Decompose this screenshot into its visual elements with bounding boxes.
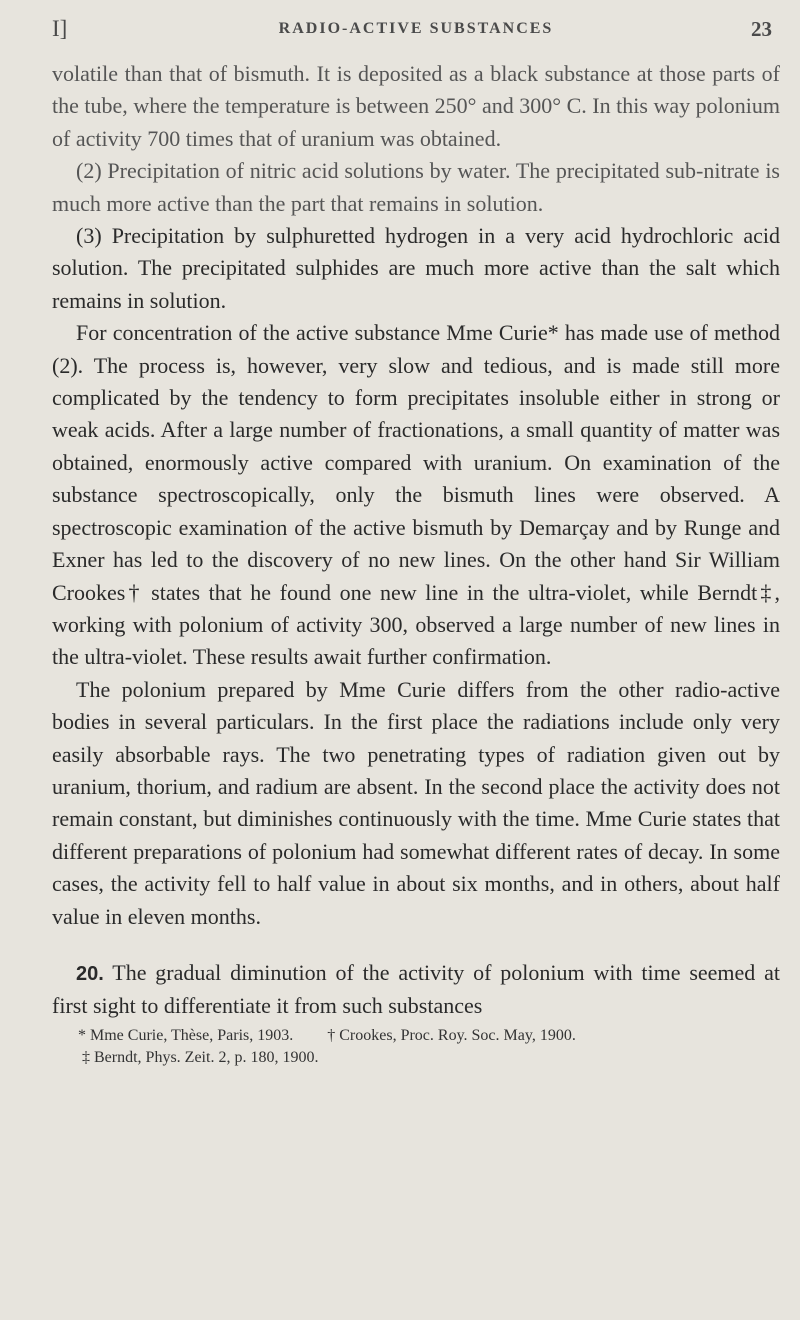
footnote-crookes: † Crookes, Proc. Roy. Soc. May, 1900. xyxy=(327,1026,576,1044)
footnote-line-2 xyxy=(52,1047,780,1069)
footnote-curie: * Mme Curie, Thèse, Paris, 1903. xyxy=(78,1026,294,1044)
paragraph-continuation: volatile than that of bismuth. It is deposited as a black substance at those parts of the tube, where the temperature is between 250° and 300° C. In this way polonium of activity 700 times that of uranium was obtained. xyxy=(52,61,780,151)
footnote-berndt: ‡ Berndt, Phys. Zeit. 2, p. 180, 1900. xyxy=(82,1048,319,1066)
footnotes xyxy=(52,1025,780,1069)
paragraph-method-2: (2) Precipitation of nitric acid solutions by water. The precipitated sub-nitrate is much more active than the part that remains in solution. xyxy=(52,158,780,216)
book-page xyxy=(52,14,780,1304)
running-head xyxy=(52,14,780,58)
paragraph-polonium-properties: The polonium prepared by Mme Curie differs from the other radio-active bodies in several particulars. In the first place the radiations include only very easily absorbable rays. The two penetrating types of radiation given out by uranium, thorium, and radium are absent. In the second place the activity does not remain constant, but diminishes continuously with the time. Mme Curie states that different preparations of polonium had somewhat different rates of decay. In some cases, the activity fell to half value in about six months, and in others, about half value in eleven months. xyxy=(52,676,780,929)
chapter-marker: I] xyxy=(52,16,68,41)
paragraph-method-3: (3) Precipitation by sulphuretted hydrogen in a very acid hydrochloric acid solution. The precipitated sulphides are much more active than the salt which remains in solution. xyxy=(52,223,780,313)
page-number: 23 xyxy=(751,17,772,41)
section-20-text: The gradual diminution of the activity of polonium with time seemed at first sight to differentiate it from such substances xyxy=(52,959,780,1019)
paragraph-section-20 xyxy=(52,957,780,1023)
paragraph-concentration: For concentration of the active substance Mme Curie* has made use of method (2). The process is, however, very slow and tedious, and is made still more complicated by the tendency to form precipitates insoluble either in strong or weak acids. After a large number of fractionations, a small quantity of matter was obtained, enormously active compared with uranium. On examination of the substance spectroscopically, only the bismuth lines were observed. A spectroscopic examination of the active bismuth by Demarçay and by Runge and Exner has led to the discovery of no new lines. On the other hand Sir William Crookes† states that he found one new line in the ultra-violet, while Berndt‡, working with polonium of activity 300, observed a large number of new lines in the ultra-violet. These results await further confirmation. xyxy=(52,320,780,670)
section-number: 20. xyxy=(76,962,104,985)
footnote-line-1 xyxy=(52,1025,780,1047)
running-title: RADIO-ACTIVE SUBSTANCES xyxy=(278,20,554,37)
body-text xyxy=(52,58,780,1023)
